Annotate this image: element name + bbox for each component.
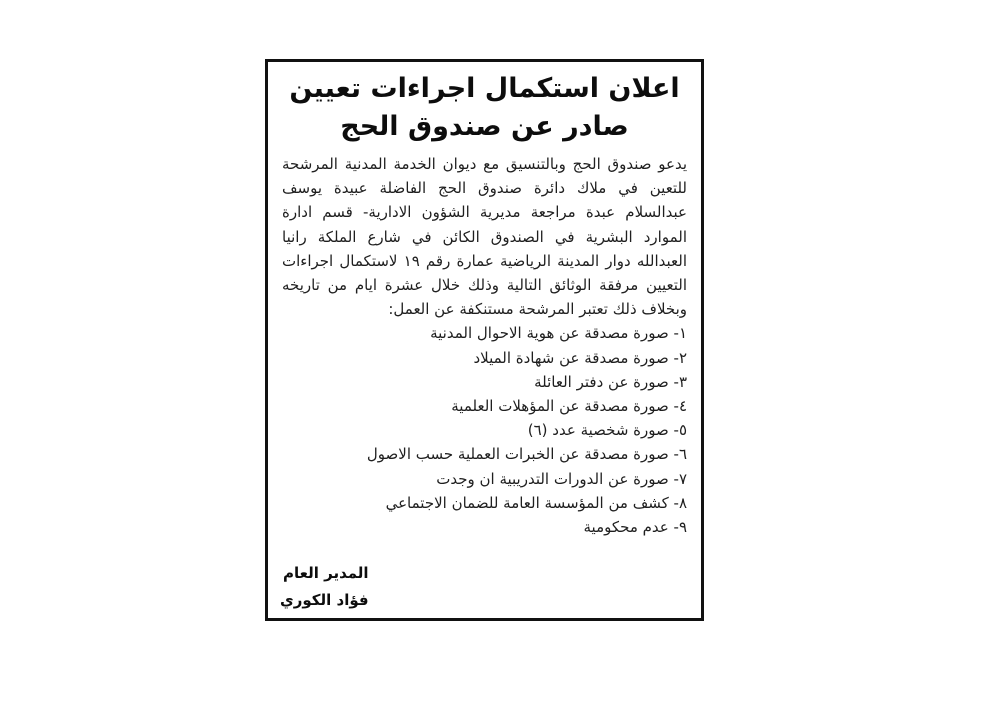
signature-title: المدير العام [283,564,369,582]
list-item: ١- صورة مصدقة عن هوية الاحوال المدنية [430,324,687,343]
signature-block [280,560,369,614]
notice-title-line1: اعلان استكمال اجراءات تعيين [289,73,680,104]
list-item: ٥- صورة شخصية عدد (٦) [527,421,687,440]
notice-body: يدعو صندوق الحج وبالتنسيق مع ديوان الخدمة المدنية المرشحة للتعين في ملاك دائرة صندوق الحج الفاضلة عبيدة يوسف عبدالسلام عبدة مراجعة مديرية الشؤون الادارية- قسم ادارة الموارد البشرية في الصندوق الكائن في شارع الملكة رانيا العبدالله دوار المدينة الرياضية عمارة رقم ١٩ لاستكمال اجراءات التعيين مرفقة الوثائق التالية وذلك خلال عشرة ايام من تاريخه وبخلاف ذلك تعتبر المرشحة مستنكفة عن العمل: [282,155,687,319]
notice-title-line2: صادر عن صندوق الحج [340,111,629,142]
list-item: ٨- كشف من المؤسسة العامة للضمان الاجتماعي [385,493,687,512]
list-item: ٦- صورة مصدقة عن الخبرات العملية حسب الاصول [366,445,687,464]
list-item: ٢- صورة مصدقة عن شهادة الميلاد [473,348,687,367]
list-item: ٧- صورة عن الدورات التدريبية ان وجدت [436,469,687,488]
signature-name: فؤاد الكوري [280,591,369,609]
list-item: ٩- عدم محكومية [583,518,687,537]
required-documents-list [282,321,687,539]
announcement-notice [265,59,704,621]
list-item: ٤- صورة مصدقة عن المؤهلات العلمية [451,397,687,416]
list-item: ٣- صورة عن دفتر العائلة [534,372,687,391]
